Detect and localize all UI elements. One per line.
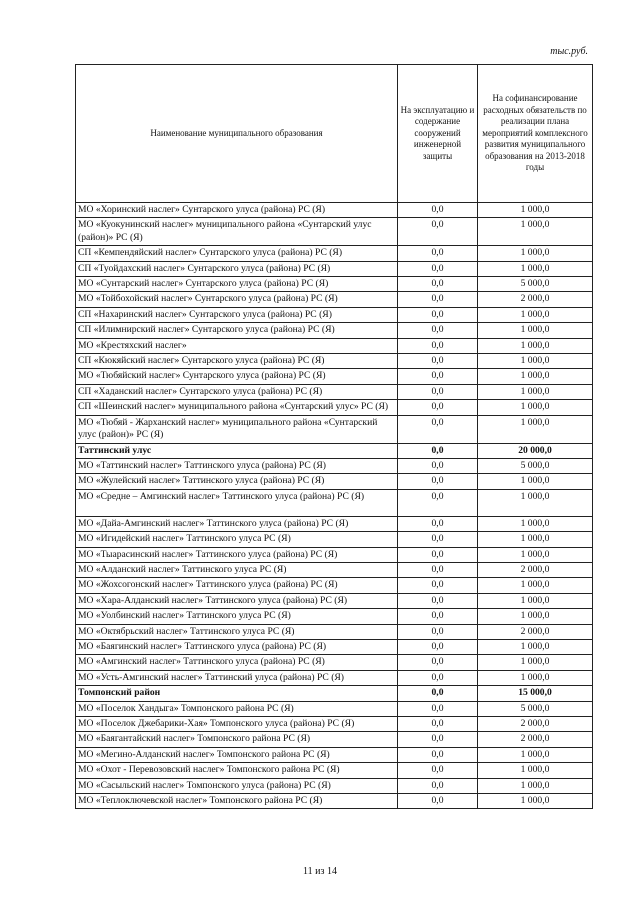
cell-cofinancing: 1 000,0: [478, 489, 593, 516]
cell-cofinancing: 1 000,0: [478, 670, 593, 685]
cell-name: СП «Хаданский наслег» Сунтарского улуса (района) РС (Я): [76, 384, 398, 399]
cell-maintenance: 0,0: [398, 717, 478, 732]
header-cofinancing: На софинансирование расходных обязательств по реализации плана мероприятий комплексного развития муниципального образования на 2013-2018 годы: [478, 65, 593, 203]
cell-maintenance: 0,0: [398, 474, 478, 489]
table-row: [76, 717, 593, 732]
cell-cofinancing: 5 000,0: [478, 458, 593, 473]
funding-table: [75, 64, 593, 809]
cell-maintenance: 0,0: [398, 489, 478, 516]
cell-cofinancing: 1 000,0: [478, 323, 593, 338]
cell-maintenance: 0,0: [398, 261, 478, 276]
cell-cofinancing: 1 000,0: [478, 261, 593, 276]
cell-maintenance: 0,0: [398, 670, 478, 685]
cell-name: МО «Сунтарский наслег» Сунтарского улуса (района) РС (Я): [76, 277, 398, 292]
cell-maintenance: 0,0: [398, 562, 478, 577]
cell-maintenance: 0,0: [398, 747, 478, 762]
cell-cofinancing: 2 000,0: [478, 292, 593, 307]
cell-maintenance: 0,0: [398, 323, 478, 338]
header-maintenance: На эксплуатацию и содержание сооружений инженерной защиты: [398, 65, 478, 203]
table-header-row: [76, 65, 593, 203]
cell-name: МО «Средне – Амгинский наслег» Таттинского улуса (района) РС (Я): [76, 489, 398, 516]
cell-name: МО «Баягинский наслег» Таттинского улуса (района) РС (Я): [76, 639, 398, 654]
cell-maintenance: 0,0: [398, 443, 478, 458]
table-row: [76, 218, 593, 246]
cell-name: МО «Жохсогонский наслег» Таттинского улуса (района) РС (Я): [76, 578, 398, 593]
table-row: [76, 763, 593, 778]
cell-name: Томпонский район: [76, 686, 398, 701]
cell-name: МО «Уолбинский наслег» Таттинского улуса РС (Я): [76, 609, 398, 624]
table-row: [76, 624, 593, 639]
cell-maintenance: 0,0: [398, 624, 478, 639]
cell-maintenance: 0,0: [398, 578, 478, 593]
cell-maintenance: 0,0: [398, 532, 478, 547]
cell-maintenance: 0,0: [398, 292, 478, 307]
table-row: [76, 246, 593, 261]
table-row: [76, 562, 593, 577]
cell-maintenance: 0,0: [398, 778, 478, 793]
table-row: [76, 354, 593, 369]
cell-name: МО «Таттинский наслег» Таттинского улуса (района) РС (Я): [76, 458, 398, 473]
cell-name: МО «Хоринский наслег» Сунтарского улуса (района) РС (Я): [76, 203, 398, 218]
cell-cofinancing: 1 000,0: [478, 474, 593, 489]
cell-maintenance: 0,0: [398, 701, 478, 716]
table-row: [76, 415, 593, 443]
cell-cofinancing: 1 000,0: [478, 369, 593, 384]
cell-name: СП «Шеинский наслег» муниципального района «Сунтарский улус» РС (Я): [76, 400, 398, 415]
cell-cofinancing: 1 000,0: [478, 532, 593, 547]
cell-name: МО «Поселок Хандыга» Томпонского района РС (Я): [76, 701, 398, 716]
table-row: [76, 578, 593, 593]
cell-cofinancing: 1 000,0: [478, 203, 593, 218]
cell-name: СП «Туойдахский наслег» Сунтарского улуса (района) РС (Я): [76, 261, 398, 276]
cell-cofinancing: 1 000,0: [478, 593, 593, 608]
cell-maintenance: 0,0: [398, 277, 478, 292]
cell-maintenance: 0,0: [398, 369, 478, 384]
cell-maintenance: 0,0: [398, 354, 478, 369]
table-row: [76, 794, 593, 809]
cell-maintenance: 0,0: [398, 686, 478, 701]
table-row: [76, 778, 593, 793]
cell-cofinancing: 20 000,0: [478, 443, 593, 458]
cell-cofinancing: 2 000,0: [478, 624, 593, 639]
cell-name: МО «Тюбяй - Жарханский наслег» муниципального района «Сунтарский улус (район)» РС (Я): [76, 415, 398, 443]
table-row: [76, 203, 593, 218]
cell-maintenance: 0,0: [398, 203, 478, 218]
cell-cofinancing: 1 000,0: [478, 338, 593, 353]
cell-cofinancing: 1 000,0: [478, 639, 593, 654]
cell-cofinancing: 1 000,0: [478, 547, 593, 562]
table-row: [76, 384, 593, 399]
cell-name: МО «Хара-Алданский наслег» Таттинского улуса (района) РС (Я): [76, 593, 398, 608]
table-row: [76, 732, 593, 747]
unit-label: тыс.руб.: [550, 46, 588, 57]
cell-cofinancing: 1 000,0: [478, 794, 593, 809]
table-row: [76, 474, 593, 489]
cell-cofinancing: 5 000,0: [478, 701, 593, 716]
cell-name: СП «Илимнирский наслег» Сунтарского улуса (района) РС (Я): [76, 323, 398, 338]
table-row: [76, 458, 593, 473]
cell-name: МО «Сасыльский наслег» Томпонского улуса (района) РС (Я): [76, 778, 398, 793]
cell-cofinancing: 1 000,0: [478, 763, 593, 778]
cell-name: СП «Нахаринский наслег» Сунтарского улуса (района) РС (Я): [76, 307, 398, 322]
cell-name: СП «Кюкяйский наслег» Сунтарского улуса (района) РС (Я): [76, 354, 398, 369]
cell-maintenance: 0,0: [398, 732, 478, 747]
cell-maintenance: 0,0: [398, 218, 478, 246]
cell-maintenance: 0,0: [398, 655, 478, 670]
cell-name: Таттинский улус: [76, 443, 398, 458]
cell-name: МО «Алданский наслег» Таттинского улуса РС (Я): [76, 562, 398, 577]
table-row: [76, 516, 593, 531]
cell-maintenance: 0,0: [398, 338, 478, 353]
cell-cofinancing: 1 000,0: [478, 384, 593, 399]
cell-name: МО «Усть-Амгинский наслег» Таттинский улуса (района) РС (Я): [76, 670, 398, 685]
cell-cofinancing: 1 000,0: [478, 609, 593, 624]
cell-name: МО «Поселок Джебарики-Хая» Томпонского улуса (района) РС (Я): [76, 717, 398, 732]
table-row: [76, 400, 593, 415]
cell-name: МО «Игидейский наслег» Таттинского улуса РС (Я): [76, 532, 398, 547]
cell-cofinancing: 1 000,0: [478, 747, 593, 762]
cell-maintenance: 0,0: [398, 246, 478, 261]
cell-maintenance: 0,0: [398, 547, 478, 562]
cell-cofinancing: 1 000,0: [478, 218, 593, 246]
cell-maintenance: 0,0: [398, 763, 478, 778]
cell-cofinancing: 1 000,0: [478, 516, 593, 531]
table-row: [76, 323, 593, 338]
cell-maintenance: 0,0: [398, 400, 478, 415]
cell-maintenance: 0,0: [398, 415, 478, 443]
table-row: [76, 307, 593, 322]
cell-name: МО «Мегино-Алданский наслег» Томпонского района РС (Я): [76, 747, 398, 762]
cell-name: МО «Тюбяйский наслег» Сунтарского улуса (района) РС (Я): [76, 369, 398, 384]
table-row: [76, 489, 593, 516]
cell-cofinancing: 1 000,0: [478, 400, 593, 415]
cell-cofinancing: 2 000,0: [478, 562, 593, 577]
cell-cofinancing: 1 000,0: [478, 778, 593, 793]
cell-name: МО «Тыарасинский наслег» Таттинского улуса (района) РС (Я): [76, 547, 398, 562]
page-number: 11 из 14: [303, 866, 337, 877]
table-row: [76, 609, 593, 624]
header-name: Наименование муниципального образования: [76, 65, 398, 203]
cell-cofinancing: 2 000,0: [478, 732, 593, 747]
table-row: [76, 655, 593, 670]
table-row: [76, 593, 593, 608]
cell-name: СП «Кемпендяйский наслег» Сунтарского улуса (района) РС (Я): [76, 246, 398, 261]
table-row: [76, 369, 593, 384]
cell-maintenance: 0,0: [398, 307, 478, 322]
cell-name: МО «Охот - Перевозовский наслег» Томпонского района РС (Я): [76, 763, 398, 778]
table-row: [76, 639, 593, 654]
cell-name: МО «Амгинский наслег» Таттинского улуса (района) РС (Я): [76, 655, 398, 670]
table-row: [76, 532, 593, 547]
cell-maintenance: 0,0: [398, 384, 478, 399]
cell-name: МО «Куокунинский наслег» муниципального района «Сунтарский улус (район)» РС (Я): [76, 218, 398, 246]
cell-maintenance: 0,0: [398, 794, 478, 809]
cell-cofinancing: 15 000,0: [478, 686, 593, 701]
cell-name: МО «Теплоключевской наслег» Томпонского района РС (Я): [76, 794, 398, 809]
cell-name: МО «Жулейский наслег» Таттинского улуса (района) РС (Я): [76, 474, 398, 489]
cell-cofinancing: 2 000,0: [478, 717, 593, 732]
cell-name: МО «Тойбохойский наслег» Сунтарского улуса (района) РС (Я): [76, 292, 398, 307]
cell-maintenance: 0,0: [398, 516, 478, 531]
table-row: [76, 338, 593, 353]
cell-name: МО «Октябрьский наслег» Таттинского улуса РС (Я): [76, 624, 398, 639]
table-row: [76, 292, 593, 307]
cell-cofinancing: 1 000,0: [478, 246, 593, 261]
cell-cofinancing: 5 000,0: [478, 277, 593, 292]
cell-name: МО «Крестяхский наслег»: [76, 338, 398, 353]
cell-cofinancing: 1 000,0: [478, 415, 593, 443]
cell-cofinancing: 1 000,0: [478, 354, 593, 369]
cell-cofinancing: 1 000,0: [478, 655, 593, 670]
table-row: [76, 547, 593, 562]
table-row: [76, 701, 593, 716]
table-row: [76, 686, 593, 701]
table-row: [76, 443, 593, 458]
cell-maintenance: 0,0: [398, 593, 478, 608]
cell-maintenance: 0,0: [398, 458, 478, 473]
cell-name: МО «Дайа-Амгинский наслег» Таттинского улуса (района) РС (Я): [76, 516, 398, 531]
cell-maintenance: 0,0: [398, 639, 478, 654]
cell-cofinancing: 1 000,0: [478, 578, 593, 593]
table-row: [76, 670, 593, 685]
cell-maintenance: 0,0: [398, 609, 478, 624]
table-row: [76, 747, 593, 762]
cell-name: МО «Баягантайский наслег» Томпонского района РС (Я): [76, 732, 398, 747]
table-row: [76, 277, 593, 292]
table-row: [76, 261, 593, 276]
cell-cofinancing: 1 000,0: [478, 307, 593, 322]
